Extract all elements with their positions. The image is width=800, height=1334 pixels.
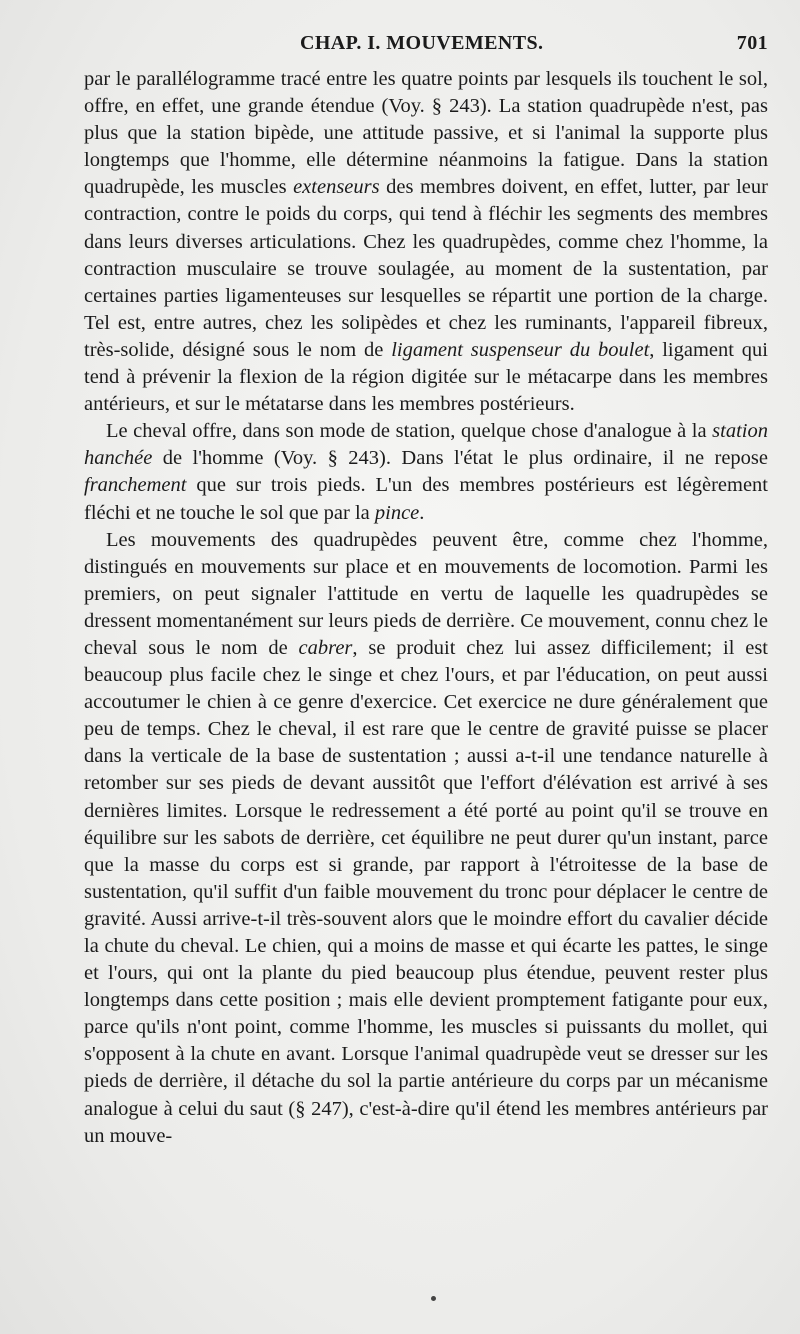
text-run: , se produit chez lui assez difficilement; il est beaucoup plus facile chez le singe et chez l'ours, et par l'éducation, on peut aussi accoutumer le chien à ce genre d'exercice. Cet exercice ne dure généralement que peu de temps. Chez le cheval, il est rare que le centre de gravité puisse se placer dans la verticale de la base de sustentation ; aussi a-t-il une tendance naturelle à retomber sur ses pieds de devant aussitôt que l'effort d'élévation est arrivé à ses dernières limites. Lorsque le redressement a été porté au point qu'il se trouve en équilibre sur les sabots de derrière, cet équilibre ne peut durer qu'un instant, parce que la masse du corps est si grande, par rapport à l'étroitesse de la base de sustentation, qu'il suffit d'un faible mouvement du tronc pour déplacer le centre de gravité. Aussi arrive-t-il très-souvent alors que le moindre effort du cavalier décide la chute du cheval. Le chien, qui a moins de masse et qui écarte les pattes, le singe et l'ours, qui ont la plante du pied beaucoup plus étendue, peuvent rester plus longtemps dans cette position ; mais elle devient promptement fatigante pour eux, parce qu'ils n'ont point, comme l'homme, les muscles si puissants du mollet, qui s'opposent à la chute en avant. Lorsque l'animal quadrupède veut se dresser sur les pieds de derrière, il détache du sol la partie antérieure du corps par un mécanisme analogue à celui du saut (§ 247), c'est-à-dire qu'il étend les membres antérieurs par un mouve- xyxy=(84,636,768,1147)
text-run: , ligament qui tend à prévenir la flexion de la région digitée sur le métacarpe dans les membres antérieurs, et sur le métatarse dans les membres postérieurs. xyxy=(84,338,768,416)
text-run: de l'homme (Voy. § 243). Dans l'état le plus ordinaire, il ne repose xyxy=(152,447,768,470)
italic-term: franchement xyxy=(84,474,187,497)
page-number: 701 xyxy=(736,32,768,54)
italic-term: station hanchée xyxy=(84,420,768,470)
paragraph xyxy=(84,418,768,526)
text-run: Les mouvements des quadrupèdes peuvent être, comme chez l'homme, distingués en mouvements sur place et en mouvements de locomotion. Parmi les premiers, on peut signaler l'attitude en vertu de laquelle les quadrupèdes se dressent momentanément sur leurs pieds de derrière. Ce mouvement, connu chez le cheval sous le nom de xyxy=(84,528,768,659)
italic-term: ligament suspenseur du boulet xyxy=(391,338,650,361)
paragraph xyxy=(84,66,768,418)
text-run: que sur trois pieds. L'un des membres postérieurs est légèrement fléchi et ne touche le sol que par la xyxy=(84,474,768,524)
chapter-title: CHAP. I. MOUVEMENTS. xyxy=(300,32,544,54)
italic-term: extenseurs xyxy=(293,176,380,199)
text-run: des membres doivent, en effet, lutter, par leur contraction, contre le poids du corps, qui tend à fléchir les segments des membres dans leurs diverses articulations. Chez les quadrupèdes, comme chez l'homme, la contraction musculaire se trouve soulagée, au moment de la sustentation, par certaines parties ligamenteuses sur lesquelles se répartit une portion de la charge. Tel est, entre autres, chez les solipèdes et chez les ruminants, l'appareil fibreux, très-solide, désigné sous le nom de xyxy=(84,176,768,361)
text-run: Le cheval offre, dans son mode de station, quelque chose d'analogue à la xyxy=(106,420,713,443)
paragraph xyxy=(84,527,768,1150)
italic-term: cabrer xyxy=(298,636,353,659)
print-speck xyxy=(431,1296,436,1301)
text-run: . xyxy=(419,501,425,524)
text-run: par le parallélogramme tracé entre les quatre points par lesquels ils touchent le sol, offre, en effet, une grande étendue (Voy. § 243). La station quadrupède n'est, pas plus que la station bipède, une attitude passive, et si l'animal la supporte plus longtemps que l'homme, elle détermine néanmoins la fatigue. Dans la station quadrupède, les muscles xyxy=(84,68,768,199)
italic-term: pince xyxy=(374,501,420,524)
running-header xyxy=(84,28,770,62)
body-text xyxy=(84,66,768,1150)
